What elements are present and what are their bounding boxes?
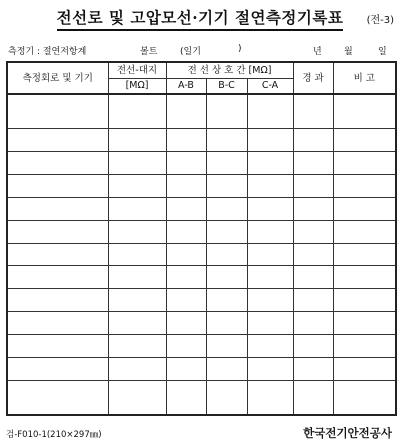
table-row — [7, 289, 396, 312]
table-cell[interactable] — [7, 243, 108, 266]
form-code: (전-3) — [366, 15, 394, 26]
table-cell[interactable] — [247, 335, 293, 358]
table-cell[interactable] — [206, 312, 247, 335]
form-title: 전선로 및 고압모선·기기 절연측정기록표 — [57, 6, 344, 31]
table-cell[interactable] — [108, 174, 166, 197]
table-cell[interactable] — [333, 335, 396, 358]
table-cell[interactable] — [333, 381, 396, 415]
table-cell[interactable] — [7, 197, 108, 220]
table-cell[interactable] — [206, 289, 247, 312]
table-cell[interactable] — [108, 128, 166, 151]
table-cell[interactable] — [247, 94, 293, 128]
table-cell[interactable] — [206, 381, 247, 415]
day-label: 일 — [378, 47, 387, 57]
table-cell[interactable] — [108, 358, 166, 381]
table-cell[interactable] — [7, 312, 108, 335]
table-cell[interactable] — [7, 289, 108, 312]
table-cell[interactable] — [166, 174, 206, 197]
table-cell[interactable] — [166, 381, 206, 415]
table-cell[interactable] — [293, 243, 333, 266]
table-cell[interactable] — [166, 266, 206, 289]
table-cell[interactable] — [247, 358, 293, 381]
table-cell[interactable] — [247, 220, 293, 243]
table-cell[interactable] — [108, 381, 166, 415]
form-number: 검-F010-1(210×297㎜) — [6, 430, 102, 440]
table-cell[interactable] — [293, 151, 333, 174]
header-ca: C-A — [247, 78, 293, 94]
table-row — [7, 266, 396, 289]
table-cell[interactable] — [108, 243, 166, 266]
volt-label: 볼트 — [140, 47, 158, 57]
table-row — [7, 151, 396, 174]
table-cell[interactable] — [206, 335, 247, 358]
table-row — [7, 243, 396, 266]
table-cell[interactable] — [166, 243, 206, 266]
table-cell[interactable] — [166, 358, 206, 381]
table-cell[interactable] — [166, 128, 206, 151]
table-cell[interactable] — [166, 151, 206, 174]
header-ground-1: 전선-대지 — [108, 62, 166, 78]
table-cell[interactable] — [7, 266, 108, 289]
table-cell[interactable] — [206, 197, 247, 220]
table-row — [7, 220, 396, 243]
table-cell[interactable] — [206, 243, 247, 266]
table-cell[interactable] — [206, 266, 247, 289]
table-cell[interactable] — [293, 220, 333, 243]
table-cell[interactable] — [293, 266, 333, 289]
header-between-lines: 전 선 상 호 간 [MΩ] — [166, 62, 293, 78]
table-cell[interactable] — [333, 197, 396, 220]
table-cell[interactable] — [206, 128, 247, 151]
table-cell[interactable] — [247, 151, 293, 174]
table-cell[interactable] — [7, 128, 108, 151]
table-row — [7, 94, 396, 128]
table-cell[interactable] — [7, 94, 108, 128]
header-remark: 비 고 — [333, 62, 396, 94]
table-cell[interactable] — [247, 174, 293, 197]
table-cell[interactable] — [108, 220, 166, 243]
table-cell[interactable] — [108, 335, 166, 358]
table-cell[interactable] — [7, 220, 108, 243]
table-row — [7, 174, 396, 197]
table-cell[interactable] — [247, 197, 293, 220]
table-row — [7, 312, 396, 335]
table-cell[interactable] — [333, 174, 396, 197]
table-row — [7, 197, 396, 220]
table-cell[interactable] — [166, 335, 206, 358]
table-cell[interactable] — [333, 243, 396, 266]
organization-name: 한국전기안전공사 — [303, 426, 392, 440]
table-cell[interactable] — [206, 94, 247, 128]
table-cell[interactable] — [293, 197, 333, 220]
table-cell[interactable] — [247, 381, 293, 415]
table-cell[interactable] — [247, 266, 293, 289]
table-cell[interactable] — [108, 94, 166, 128]
table-cell[interactable] — [166, 312, 206, 335]
table-cell[interactable] — [7, 358, 108, 381]
table-cell[interactable] — [247, 243, 293, 266]
year-label: 년 — [313, 47, 322, 57]
table-cell[interactable] — [206, 151, 247, 174]
table-cell[interactable] — [333, 94, 396, 128]
table-cell[interactable] — [333, 128, 396, 151]
weather-close: ) — [238, 44, 242, 54]
insulation-record-table — [6, 61, 397, 416]
table-cell[interactable] — [206, 174, 247, 197]
table-cell[interactable] — [108, 266, 166, 289]
weather-label: (일기 — [180, 47, 201, 57]
table-cell[interactable] — [7, 151, 108, 174]
table-cell[interactable] — [166, 220, 206, 243]
table-row — [7, 335, 396, 358]
header-circuit: 측정회로 및 기기 — [7, 62, 108, 94]
header-ground-2: [MΩ] — [108, 78, 166, 94]
instrument-label: 측정기 : 절연저항계 — [8, 47, 87, 57]
table-cell[interactable] — [293, 174, 333, 197]
table-cell[interactable] — [333, 151, 396, 174]
header-bc: B-C — [206, 78, 247, 94]
table-cell[interactable] — [247, 312, 293, 335]
table-cell[interactable] — [333, 312, 396, 335]
table-cell[interactable] — [333, 358, 396, 381]
table-cell[interactable] — [247, 128, 293, 151]
table-cell[interactable] — [247, 289, 293, 312]
table-cell[interactable] — [293, 381, 333, 415]
table-cell[interactable] — [293, 128, 333, 151]
table-cell[interactable] — [293, 358, 333, 381]
table-row — [7, 128, 396, 151]
table-row — [7, 381, 396, 415]
table-cell[interactable] — [166, 289, 206, 312]
header-ab: A-B — [166, 78, 206, 94]
table-cell[interactable] — [293, 312, 333, 335]
table-row — [7, 358, 396, 381]
month-label: 월 — [344, 47, 353, 57]
table-cell[interactable] — [293, 335, 333, 358]
table-cell[interactable] — [333, 289, 396, 312]
table-cell[interactable] — [206, 220, 247, 243]
table-cell[interactable] — [7, 335, 108, 358]
table-cell[interactable] — [166, 197, 206, 220]
table-cell[interactable] — [333, 266, 396, 289]
table-cell[interactable] — [7, 381, 108, 415]
table-cell[interactable] — [293, 289, 333, 312]
table-cell[interactable] — [7, 174, 108, 197]
table-cell[interactable] — [108, 151, 166, 174]
table-cell[interactable] — [206, 358, 247, 381]
table-cell[interactable] — [166, 94, 206, 128]
table-cell[interactable] — [108, 197, 166, 220]
table-cell[interactable] — [333, 220, 396, 243]
table-cell[interactable] — [293, 94, 333, 128]
table-cell[interactable] — [108, 289, 166, 312]
header-pass: 경 과 — [293, 62, 333, 94]
table-cell[interactable] — [108, 312, 166, 335]
